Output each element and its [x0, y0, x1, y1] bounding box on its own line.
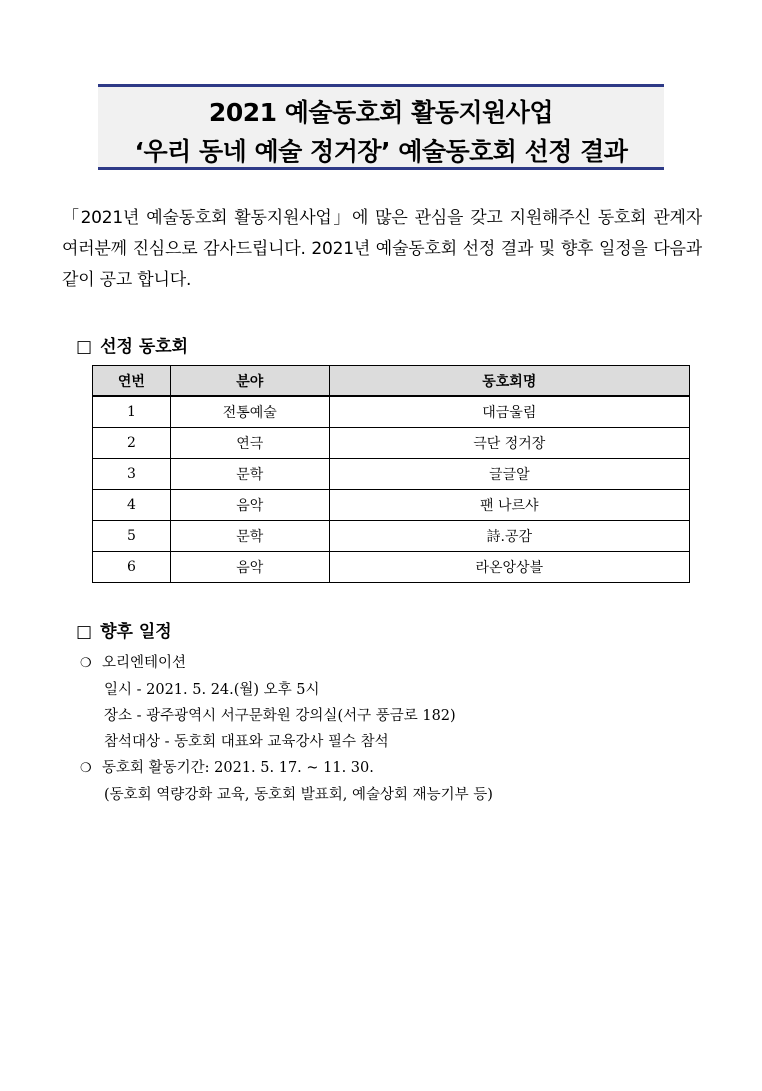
table-row	[93, 396, 690, 428]
column-header-group-name: 동호회명	[329, 366, 689, 397]
cell-field: 연극	[170, 428, 329, 459]
cell-group-name: 라온앙상블	[329, 552, 689, 583]
activity-period: 동호회 활동기간: 2021. 5. 17. ~ 11. 30.	[102, 760, 374, 776]
column-header-number: 연번	[93, 366, 171, 397]
orientation-date: 일시 - 2021. 5. 24.(월) 오후 5시	[104, 682, 320, 698]
activity-detail: (동호회 역량강화 교육, 동호회 발표회, 예술상회 재능기부 등)	[104, 787, 493, 803]
table-row	[93, 552, 690, 583]
section-title: 향후 일정	[100, 622, 172, 642]
title-box	[98, 84, 664, 170]
cell-group-name: 글글알	[329, 459, 689, 490]
table-row	[93, 459, 690, 490]
cell-group-name: 대금울림	[329, 396, 689, 428]
cell-field: 문학	[170, 459, 329, 490]
circle-bullet-icon: ❍	[80, 761, 92, 776]
cell-field: 음악	[170, 552, 329, 583]
cell-number: 2	[93, 428, 171, 459]
table-row	[93, 428, 690, 459]
cell-field: 전통예술	[170, 396, 329, 428]
table-row	[93, 490, 690, 521]
section-heading-schedule	[76, 617, 172, 642]
cell-group-name: 팬 나르샤	[329, 490, 689, 521]
list-item-orientation	[80, 650, 720, 677]
title-line-2: ‘우리 동네 예술 정거장’ 예술동호회 선정 결과	[134, 137, 628, 166]
title-line-1: 2021 예술동호회 활동지원사업	[208, 98, 554, 127]
orientation-attendees: 참석대상 - 동호회 대표와 교육강사 필수 참석	[104, 734, 389, 750]
circle-bullet-icon: ❍	[80, 656, 92, 671]
orientation-title: 오리엔테이션	[102, 655, 187, 671]
column-header-field: 분야	[170, 366, 329, 397]
schedule-list	[80, 650, 720, 808]
cell-group-name: 詩.공감	[329, 521, 689, 552]
cell-field: 음악	[170, 490, 329, 521]
table-header-row	[93, 366, 690, 397]
cell-group-name: 극단 정거장	[329, 428, 689, 459]
table-row	[93, 521, 690, 552]
selected-groups-table	[92, 365, 690, 583]
checkbox-square-icon: □	[76, 337, 93, 357]
cell-number: 6	[93, 552, 171, 583]
section-heading-selected-groups	[76, 332, 188, 357]
section-title: 선정 동호회	[100, 337, 189, 357]
checkbox-square-icon: □	[76, 622, 93, 642]
orientation-place: 장소 - 광주광역시 서구문화원 강의실(서구 풍금로 182)	[104, 708, 456, 724]
cell-number: 5	[93, 521, 171, 552]
list-item-activity-period	[80, 755, 720, 782]
cell-field: 문학	[170, 521, 329, 552]
intro-paragraph: 「2021년 예술동호회 활동지원사업」에 많은 관심을 갖고 지원해주신 동호회 관계자 여러분께 진심으로 감사드립니다. 2021년 예술동호회 선정 결과 및 향후 일정을 다음과 같이 공고 합니다.	[62, 208, 702, 290]
cell-number: 4	[93, 490, 171, 521]
cell-number: 1	[93, 396, 171, 428]
cell-number: 3	[93, 459, 171, 490]
